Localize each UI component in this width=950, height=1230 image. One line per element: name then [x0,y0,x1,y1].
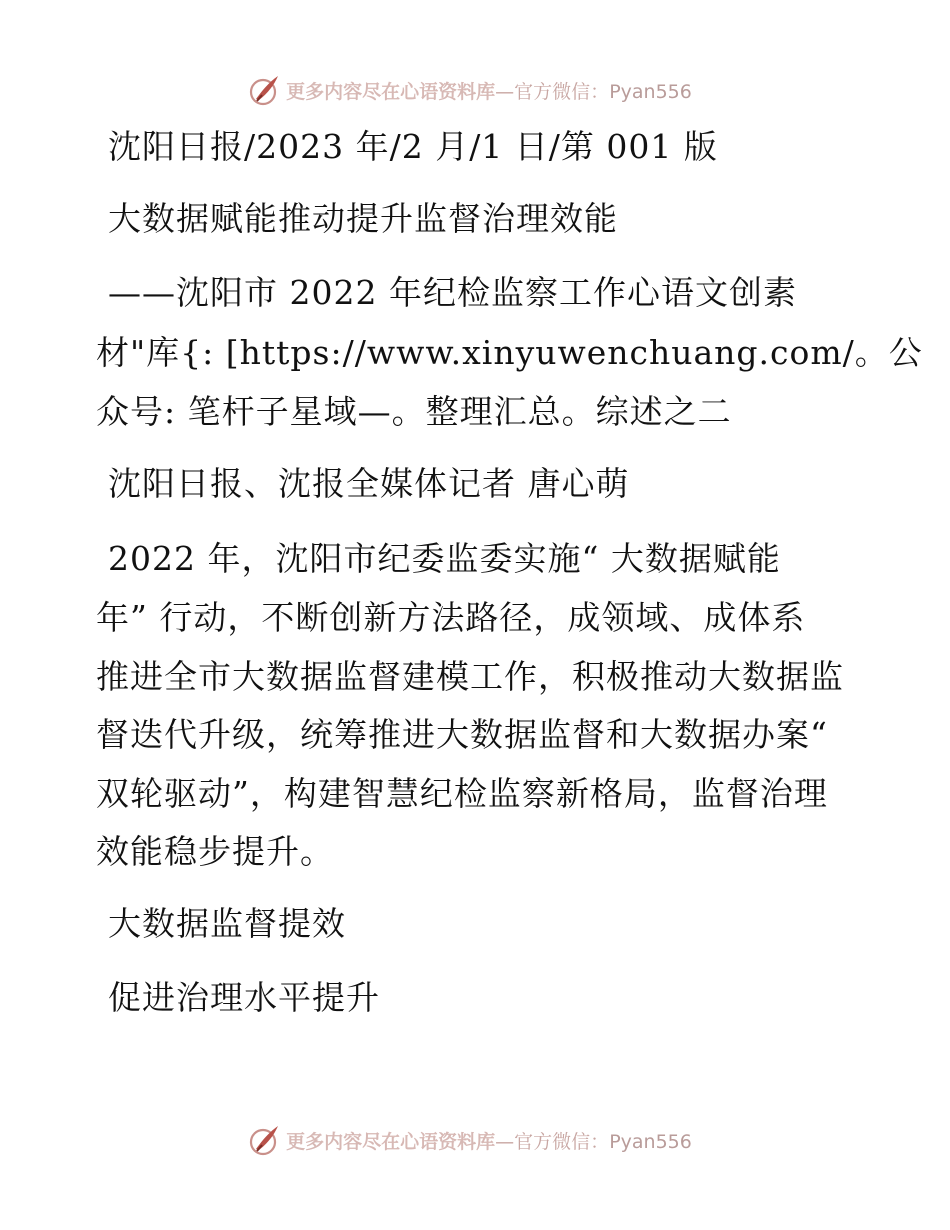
byline: 沈阳日报、沈报全媒体记者 唐心萌 [108,464,630,503]
watermark-separator: — [495,1130,515,1153]
article-title: 大数据赋能推动提升监督治理效能 [108,199,618,238]
paragraph-line-4: 督迭代升级，统筹推进大数据监督和大数据办案“ [96,715,828,754]
quill-logo-icon [248,73,282,107]
paragraph-line-3: 推进全市大数据监督建模工作，积极推动大数据监 [96,657,844,696]
paragraph-line-1: 2022 年，沈阳市纪委监委实施“ 大数据赋能 [108,539,781,578]
article-subtitle-line-1: ——沈阳市 2022 年纪检监察工作心语文创素 [108,273,797,312]
watermark-text [286,1127,692,1154]
watermark-wechat-id: Pyan556 [609,80,692,103]
paragraph-line-5: 双轮驱动”，构建智慧纪检监察新格局，监督治理 [96,774,828,813]
watermark-text [286,77,692,104]
article-subtitle-line-3: 众号: 笔杆子星域—。整理汇总。综述之二 [96,392,732,431]
watermark-header [0,70,950,110]
paragraph-line-2: 年” 行动，不断创新方法路径，成领域、成体系 [96,598,806,637]
quill-logo-icon [248,1123,282,1157]
section-heading-line-1: 大数据监督提效 [108,904,346,943]
watermark-wechat-label: 官方微信： [514,1130,610,1153]
watermark-wechat-label: 官方微信： [514,80,610,103]
section-heading-line-2: 促进治理水平提升 [108,978,380,1017]
watermark-separator: — [495,80,515,103]
newspaper-source-line: 沈阳日报/2023 年/2 月/1 日/第 001 版 [108,127,718,166]
paragraph-line-6: 效能稳步提升。 [96,832,334,871]
watermark-brand: 更多内容尽在心语资料库 [286,1130,496,1153]
watermark-footer [0,1120,950,1160]
article-subtitle-line-2: 材"库{: [https://www.xinyuwenchuang.com/。公 [96,333,923,372]
watermark-wechat-id: Pyan556 [609,1130,692,1153]
watermark-brand: 更多内容尽在心语资料库 [286,80,496,103]
